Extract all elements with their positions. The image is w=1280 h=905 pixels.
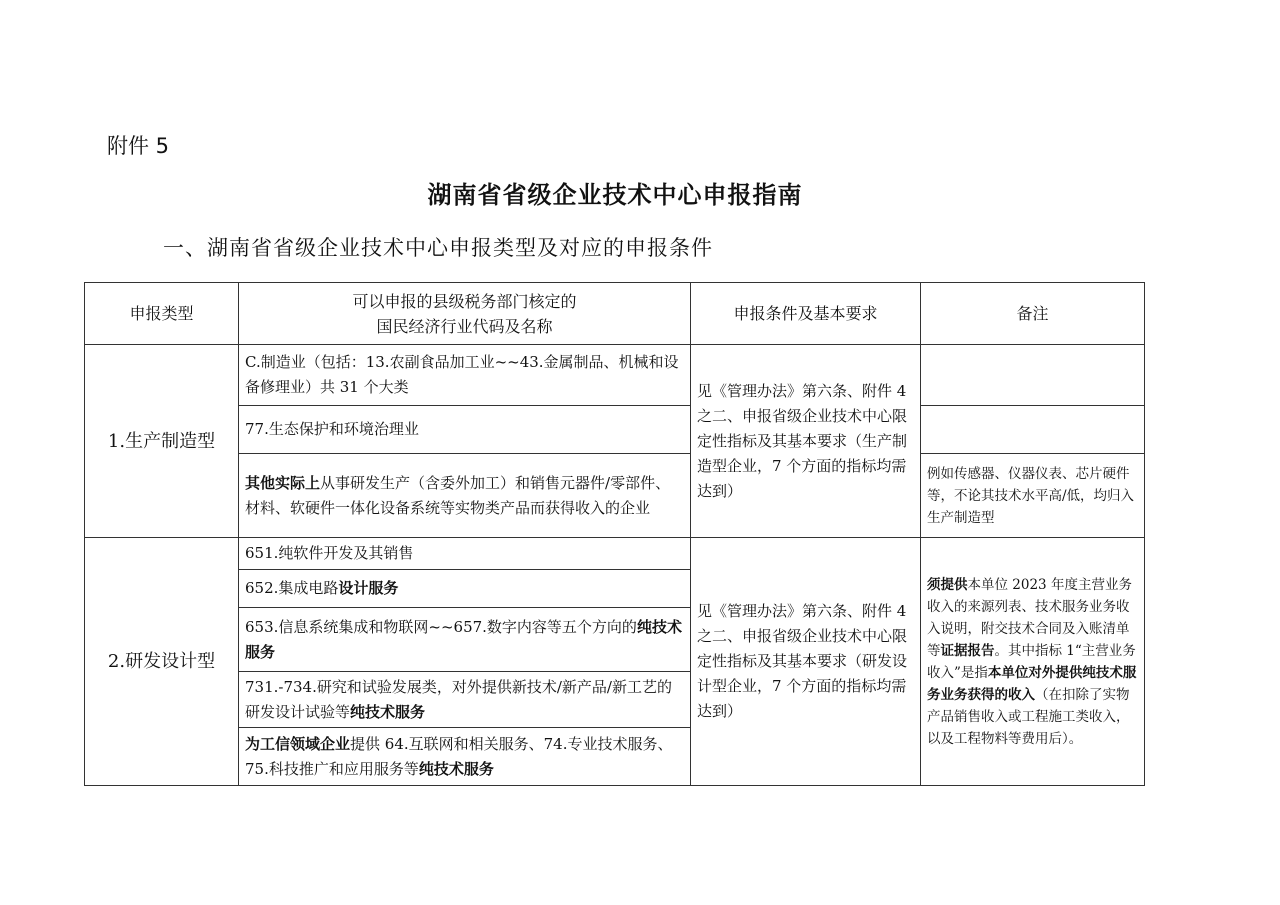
- table-row: [85, 345, 1145, 406]
- header-conditions: 申报条件及基本要求: [691, 283, 921, 345]
- industry-cell: [239, 570, 691, 608]
- industry-text: 从事研发生产（含委外加工）和销售元器件/零部件、材料、软硬件一体化设备系统等实物类产品而获得收入的企业: [245, 473, 671, 517]
- industry-cell: [239, 454, 691, 538]
- industry-bold-text: 纯技术服务: [245, 617, 682, 661]
- industry-bold-text: 设计服务: [338, 579, 399, 597]
- industry-cell: [239, 728, 691, 786]
- type-rnd: 2.研发设计型: [85, 538, 239, 786]
- industry-bold-text: 其他实际上: [245, 473, 321, 492]
- header-notes: 备注: [921, 283, 1145, 345]
- attachment-label: 附件 5: [107, 134, 170, 158]
- header-type: 申报类型: [85, 283, 239, 345]
- header-industry-codes: [239, 283, 691, 345]
- note-cell-empty: [921, 406, 1145, 454]
- industry-cell: 77.生态保护和环境治理业: [239, 406, 691, 454]
- industry-text: 652.集成电路: [245, 579, 339, 597]
- note-bold: 本单位对外提供纯技术服务业务获得的收入: [927, 664, 1137, 703]
- conditions-rnd: 见《管理办法》第六条、附件 4 之二、申报省级企业技术中心限定性指标及其基本要求（研发设计型企业，7 个方面的指标均需达到）: [691, 538, 921, 786]
- document-title: 湖南省省级企业技术中心申报指南: [427, 181, 803, 209]
- table-row: [85, 406, 1145, 454]
- header-codes-line2: 国民经济行业代码及名称: [376, 316, 553, 336]
- industry-text: 731.-734.研究和试验发展类，对外提供新技术/新产品/新工艺的研发设计试验等: [245, 677, 672, 721]
- header-codes-line1: 可以申报的县级税务部门核定的: [352, 291, 577, 311]
- industry-cell: C.制造业（包括：13.农副食品加工业~~43.金属制品、机械和设备修理业）共 31 个大类: [239, 345, 691, 406]
- note-bold: 证据报告: [940, 642, 995, 659]
- type-manufacturing: 1.生产制造型: [85, 345, 239, 538]
- note-text: （在扣除了实物产品销售收入或工程施工类收入，以及工程物料等费用后）。: [927, 686, 1130, 747]
- industry-bold-text: 纯技术服务: [350, 702, 426, 721]
- section-heading: 一、湖南省省级企业技术中心申报类型及对应的申报条件: [163, 236, 713, 260]
- application-table: [84, 282, 1145, 786]
- note-text: 。其中指标 1“主营业务收入”是指: [927, 642, 1136, 681]
- industry-text: 653.信息系统集成和物联网~~657.数字内容等五个方向的: [245, 617, 637, 636]
- note-rnd: [921, 538, 1145, 786]
- industry-cell: [239, 672, 691, 728]
- industry-cell: [239, 608, 691, 672]
- note-text: 本单位 2023 年度主营业务收入的来源列表、技术服务业务收入说明，附交技术合同及入账清单等: [927, 576, 1132, 659]
- note-bold: 须提供: [927, 576, 968, 593]
- conditions-manufacturing: 见《管理办法》第六条、附件 4 之二、申报省级企业技术中心限定性指标及其基本要求（生产制造型企业，7 个方面的指标均需达到）: [691, 345, 921, 538]
- industry-bold-text: 为工信领域企业: [245, 734, 351, 753]
- table-header-row: [85, 283, 1145, 345]
- industry-text: 提供 64.互联网和相关服务、74.专业技术服务、75.科技推广和应用服务等: [245, 734, 673, 778]
- table-row: [85, 454, 1145, 538]
- note-manufacturing: 例如传感器、仪器仪表、芯片硬件等，不论其技术水平高/低，均归入生产制造型: [921, 454, 1145, 538]
- industry-bold-text: 纯技术服务: [418, 759, 494, 778]
- industry-cell: 651.纯软件开发及其销售: [239, 538, 691, 570]
- table-row: [85, 538, 1145, 570]
- note-cell-empty: [921, 345, 1145, 406]
